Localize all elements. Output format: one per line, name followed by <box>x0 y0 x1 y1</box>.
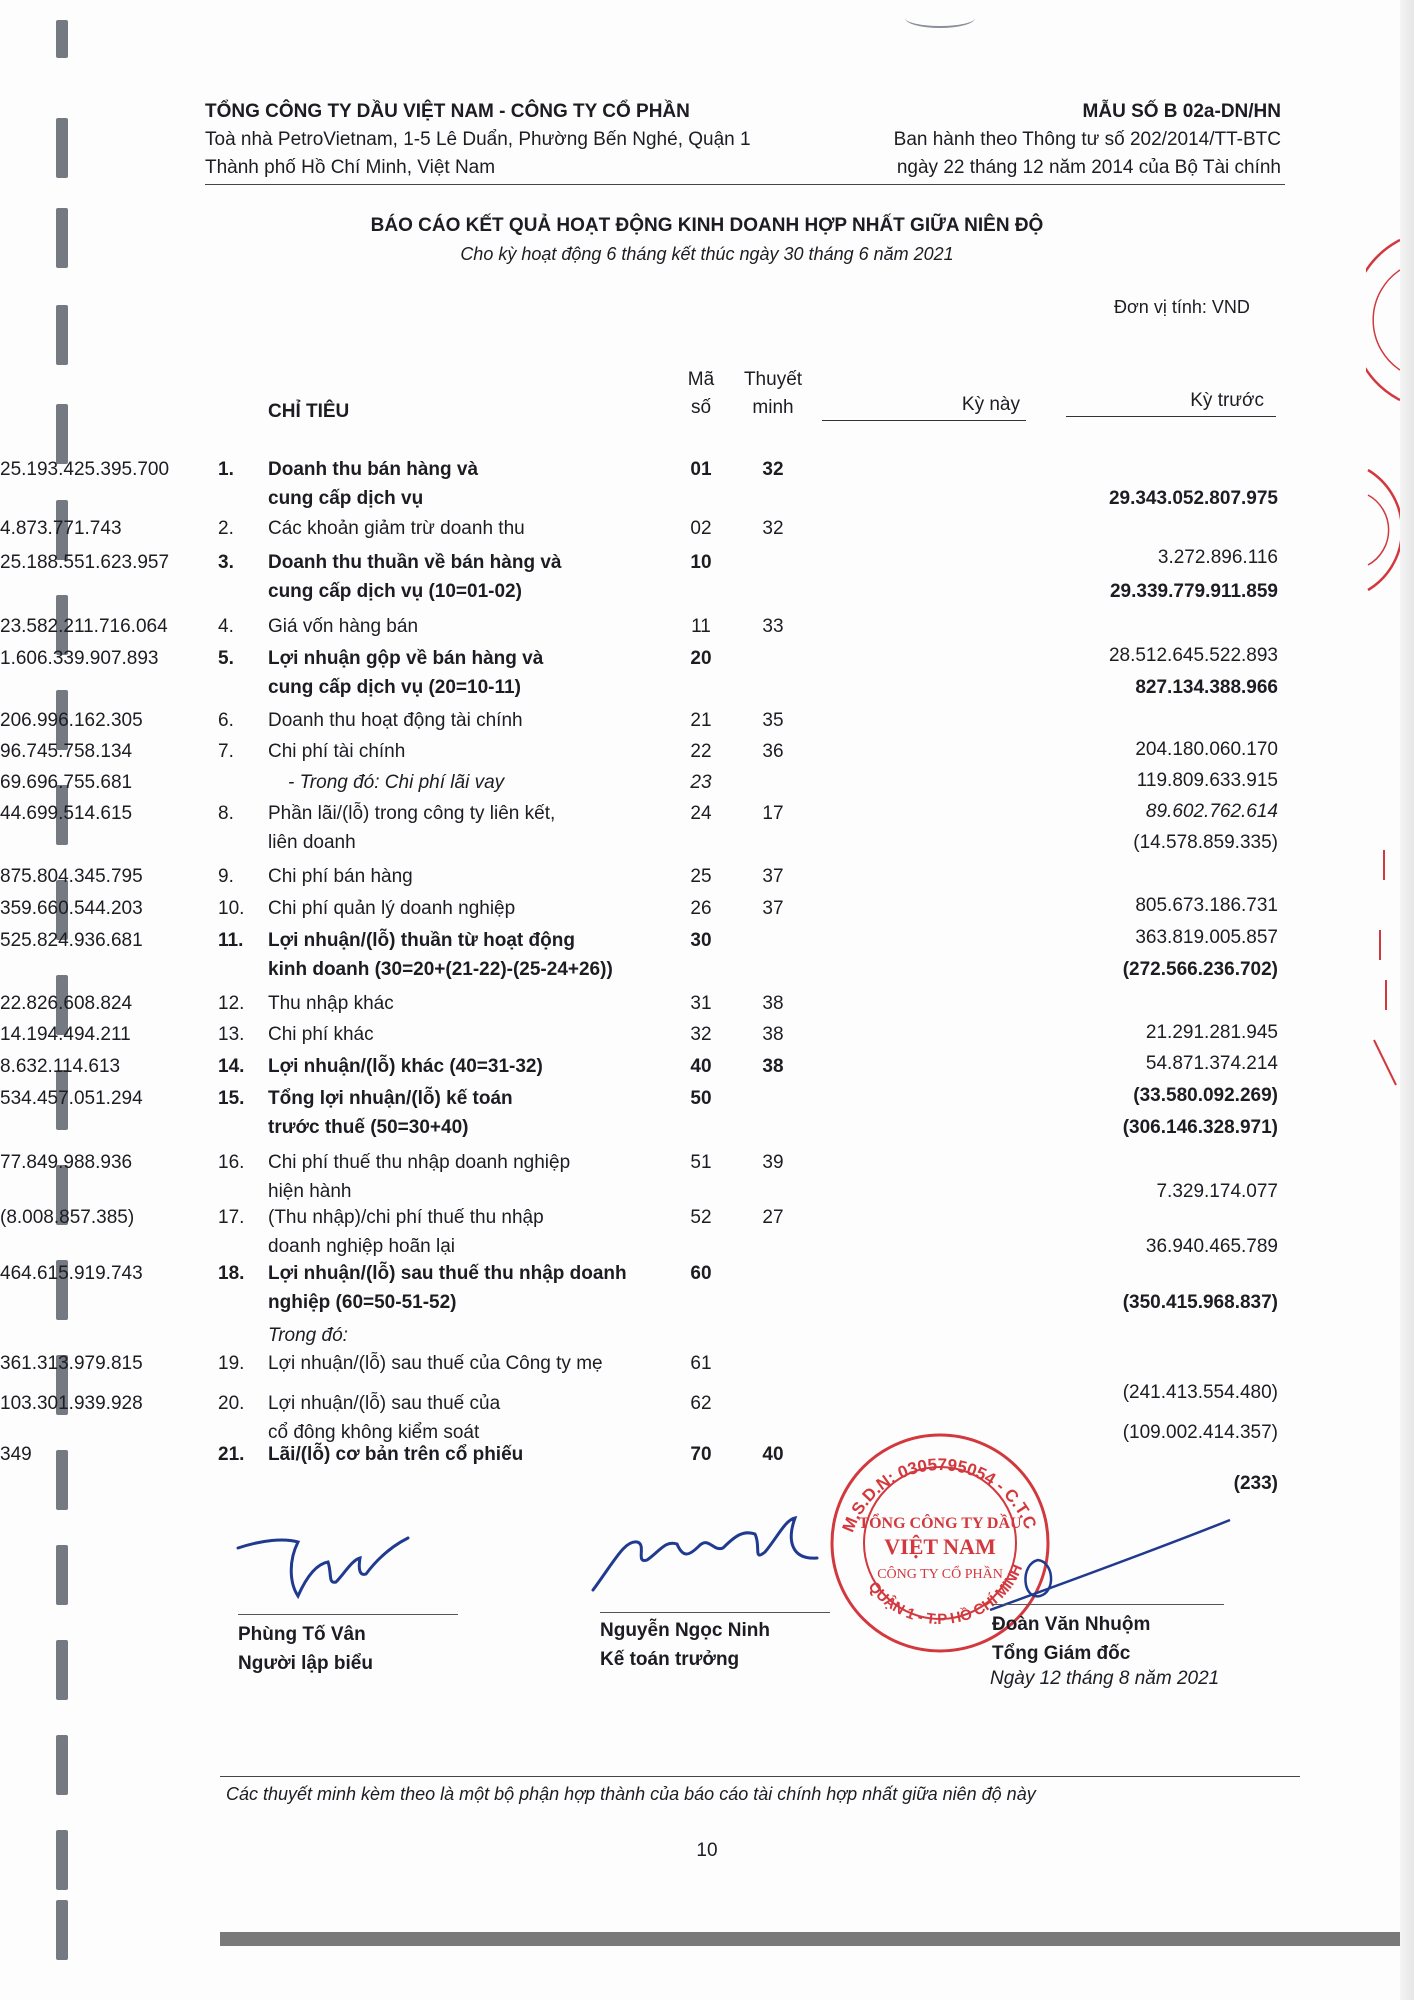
table-row <box>0 1203 1414 1257</box>
row-current-value: 25.193.425.395.700 <box>0 459 170 480</box>
row-number: 17. <box>218 1207 245 1228</box>
company-address-1: Toà nhà PetroVietnam, 1-5 Lê Duẩn, Phường Bến Nghé, Quận 1 <box>205 129 751 150</box>
row-code: 25 <box>690 866 712 887</box>
row-previous-value: 7.329.174.077 <box>1156 1181 1278 1202</box>
row-number: 6. <box>218 710 234 731</box>
accountant-title: Kế toán trưởng <box>600 1649 740 1670</box>
edge-seal-bottom <box>1366 840 1400 1090</box>
company-block <box>205 98 751 182</box>
row-previous-value: (33.580.092.269) <box>1133 1085 1278 1106</box>
row-previous-value: 204.180.060.170 <box>1135 739 1278 760</box>
preparer-signature <box>232 1518 432 1608</box>
row-current-value: 8.632.114.613 <box>0 1056 121 1077</box>
header-note-2: minh <box>752 397 794 418</box>
stamp-line-2: VIỆT NAM <box>884 1534 996 1559</box>
row-item-line-2: kinh doanh (30=20+(21-22)-(25-24+26)) <box>268 959 613 980</box>
row-current-value: 4.873.771.743 <box>0 518 122 539</box>
header-previous: Kỳ trước <box>1190 390 1264 411</box>
row-code: 02 <box>690 518 712 539</box>
accountant-sign-line <box>600 1612 830 1613</box>
row-code: 22 <box>690 741 712 762</box>
row-item-label <box>268 548 668 606</box>
report-subtitle: Cho kỳ hoạt động 6 tháng kết thúc ngày 30 tháng 6 năm 2021 <box>460 244 954 264</box>
row-item-label <box>268 1349 668 1378</box>
row-number: 20. <box>218 1393 245 1414</box>
row-number: 8. <box>218 803 234 824</box>
binding-hole <box>56 305 68 365</box>
row-number: 19. <box>218 1353 245 1374</box>
row-number: 13. <box>218 1024 245 1045</box>
row-previous-value: 3.272.896.116 <box>1157 547 1278 568</box>
row-code: 30 <box>690 930 712 951</box>
header-code-2: số <box>690 397 712 418</box>
binding-hole <box>56 1735 68 1795</box>
page-number: 10 <box>696 1840 718 1861</box>
row-item-label <box>268 768 668 797</box>
row-current-value: 1.606.339.907.893 <box>0 648 159 669</box>
row-code: 52 <box>690 1207 712 1228</box>
director-sign-line <box>992 1604 1224 1605</box>
row-number: 10. <box>218 898 245 919</box>
row-number: 16. <box>218 1152 245 1173</box>
row-number: 7. <box>218 741 234 762</box>
row-previous-value: 805.673.186.731 <box>1135 895 1278 916</box>
row-item-line-1: Lợi nhuận/(lỗ) khác (40=31-32) <box>268 1056 543 1077</box>
binding-hole <box>56 1640 68 1700</box>
row-item-line-1: Phần lãi/(lỗ) trong công ty liên kết, <box>268 803 556 824</box>
table-row <box>0 926 1414 980</box>
scan-mark <box>905 8 975 28</box>
row-code: 60 <box>690 1263 712 1284</box>
row-item-line-1: Chi phí thuế thu nhập doanh nghiệp <box>268 1152 571 1173</box>
row-item-line-1: Lợi nhuận gộp về bán hàng và <box>268 648 544 669</box>
row-item-label <box>268 514 668 543</box>
row-item-line-1: Doanh thu hoạt động tài chính <box>268 710 523 731</box>
row-item-label <box>268 1203 668 1261</box>
row-item-line-1: (Thu nhập)/chi phí thuế thu nhập <box>268 1207 544 1228</box>
row-previous-value: (109.002.414.357) <box>1122 1422 1278 1443</box>
table-row <box>0 455 1414 509</box>
header-current: Kỳ này <box>961 394 1020 415</box>
row-item-label <box>268 799 668 857</box>
row-item-label <box>268 1259 668 1317</box>
row-note: 40 <box>762 1444 784 1465</box>
scan-bottom-bar <box>220 1932 1400 1946</box>
stamp-tax-code: M.S.D.N: 0305795054 - C.T.C <box>838 1454 1041 1535</box>
row-item-line-2: liên doanh <box>268 832 356 853</box>
row-note: 38 <box>762 1024 784 1045</box>
row-item-label <box>268 1020 668 1049</box>
table-row <box>0 1259 1414 1313</box>
row-item-line-1: Tổng lợi nhuận/(lỗ) kế toán <box>268 1088 513 1109</box>
row-note: 37 <box>762 866 784 887</box>
table-row <box>0 1349 1414 1403</box>
header-current-rule <box>822 420 1026 421</box>
row-note: 17 <box>762 803 784 824</box>
row-number: 2. <box>218 518 234 539</box>
binding-hole <box>56 1900 68 1960</box>
row-previous-value: (241.413.554.480) <box>1122 1382 1278 1403</box>
row-item-label <box>268 989 668 1018</box>
table-row <box>0 1389 1414 1443</box>
binding-hole <box>56 118 68 178</box>
row-item-line-1: Trong đó: <box>268 1325 348 1346</box>
row-number: 14. <box>218 1056 245 1077</box>
company-address-2: Thành phố Hồ Chí Minh, Việt Nam <box>205 157 496 178</box>
row-item-line-1: Lợi nhuận/(lỗ) sau thuế của Công ty mẹ <box>268 1353 603 1374</box>
table-row <box>0 799 1414 853</box>
row-previous-value: (350.415.968.837) <box>1122 1292 1278 1313</box>
company-name: TỔNG CÔNG TY DẦU VIỆT NAM - CÔNG TY CỔ PHẦN <box>205 101 690 122</box>
accountant-name: Nguyễn Ngọc Ninh <box>600 1620 770 1641</box>
stamp-line-1: TỔNG CÔNG TY DẦU <box>858 1515 1022 1532</box>
row-note: 39 <box>762 1152 784 1173</box>
row-previous-value: 54.871.374.214 <box>1145 1053 1278 1074</box>
row-code: 51 <box>690 1152 712 1173</box>
header-item: CHỈ TIÊU <box>268 401 350 422</box>
director-name: Đoàn Văn Nhuộm <box>992 1614 1151 1635</box>
row-note: 38 <box>762 1056 784 1077</box>
row-note: 32 <box>762 459 784 480</box>
header-previous-rule <box>1066 416 1276 417</box>
row-code: 21 <box>690 710 712 731</box>
preparer-sign-line <box>238 1614 458 1615</box>
row-current-value: 349 <box>0 1444 32 1465</box>
row-code: 20 <box>690 648 712 669</box>
row-current-value: 534.457.051.294 <box>0 1088 143 1109</box>
row-current-value: 14.194.494.211 <box>0 1024 131 1045</box>
row-code: 26 <box>690 898 712 919</box>
row-item-line-1: Doanh thu thuần về bán hàng và <box>268 552 562 573</box>
row-item-line-1: Thu nhập khác <box>268 993 394 1014</box>
row-previous-value: 29.343.052.807.975 <box>1108 488 1278 509</box>
row-number: 18. <box>218 1263 245 1284</box>
row-item-line-1: - Trong đó: Chi phí lãi vay <box>288 772 505 793</box>
row-number: 5. <box>218 648 234 669</box>
row-code: 23 <box>690 772 712 793</box>
row-current-value: 361.313.979.815 <box>0 1353 143 1374</box>
row-code: 24 <box>690 803 712 824</box>
row-item-line-1: Chi phí bán hàng <box>268 866 413 887</box>
row-previous-value: (272.566.236.702) <box>1122 959 1278 980</box>
header-code-1: Mã <box>687 369 715 390</box>
row-current-value: 44.699.514.615 <box>0 803 133 824</box>
row-item-line-1: Các khoản giảm trừ doanh thu <box>268 518 525 539</box>
accountant-signature <box>585 1500 825 1600</box>
director-title: Tổng Giám đốc <box>992 1643 1131 1664</box>
row-item-label <box>268 926 668 984</box>
row-item-line-2: cung cấp dịch vụ (10=01-02) <box>268 581 522 602</box>
table-row <box>0 548 1414 602</box>
row-previous-value: 28.512.645.522.893 <box>1108 645 1278 666</box>
table-row <box>0 1148 1414 1202</box>
report-title: BÁO CÁO KẾT QUẢ HOẠT ĐỘNG KINH DOANH HỢP NHẤT GIỮA NIÊN ĐỘ <box>370 215 1044 236</box>
row-previous-value: 119.809.633.915 <box>1136 770 1278 791</box>
row-current-value: 103.301.939.928 <box>0 1393 143 1414</box>
row-current-value: 359.660.544.203 <box>0 898 143 919</box>
row-previous-value: (306.146.328.971) <box>1122 1117 1278 1138</box>
row-code: 70 <box>690 1444 712 1465</box>
row-current-value: 96.745.758.134 <box>0 741 133 762</box>
row-number: 15. <box>218 1088 245 1109</box>
row-item-line-1: Chi phí quản lý doanh nghiệp <box>268 898 516 919</box>
row-item-label <box>268 1440 668 1469</box>
stamp-line-3: CÔNG TY CỔ PHẦN <box>877 1567 1003 1582</box>
row-previous-value: 21.291.281.945 <box>1145 1022 1278 1043</box>
row-item-line-1: Lợi nhuận/(lỗ) thuần từ hoạt động <box>268 930 575 951</box>
footer-rule <box>220 1776 1300 1777</box>
row-item-line-2: cổ đông không kiểm soát <box>268 1422 480 1443</box>
row-code: 11 <box>691 616 711 637</box>
row-number: 3. <box>218 552 234 573</box>
form-block <box>894 98 1281 182</box>
row-current-value: 69.696.755.681 <box>0 772 133 793</box>
currency-unit: Đơn vị tính: VND <box>1114 297 1250 317</box>
row-note: 37 <box>762 898 784 919</box>
row-previous-value: (14.578.859.335) <box>1133 832 1278 853</box>
row-item-label <box>268 737 668 766</box>
row-number: 21. <box>218 1444 245 1465</box>
row-item-line-1: Chi phí tài chính <box>268 741 406 762</box>
row-item-line-1: Lợi nhuận/(lỗ) sau thuế thu nhập doanh <box>268 1263 627 1284</box>
form-date: ngày 22 tháng 12 năm 2014 của Bộ Tài chính <box>896 157 1281 178</box>
row-number: 1. <box>218 459 234 480</box>
row-code: 10 <box>690 552 712 573</box>
row-current-value: 25.188.551.623.957 <box>0 552 170 573</box>
row-current-value: 464.615.919.743 <box>0 1263 143 1284</box>
binding-hole <box>56 20 68 58</box>
row-item-label <box>268 1389 668 1447</box>
table-row <box>0 644 1414 698</box>
row-item-line-2: hiện hành <box>268 1181 352 1202</box>
row-item-label <box>268 706 668 735</box>
row-note: 35 <box>762 710 784 731</box>
row-code: 40 <box>690 1056 712 1077</box>
row-code: 32 <box>690 1024 712 1045</box>
header-rule <box>205 184 1285 185</box>
row-note: 38 <box>762 993 784 1014</box>
row-note: 27 <box>762 1207 784 1228</box>
row-note: 36 <box>762 741 784 762</box>
row-item-line-2: cung cấp dịch vụ (20=10-11) <box>268 677 521 698</box>
row-item-label <box>268 644 668 702</box>
row-previous-value: 827.134.388.966 <box>1135 677 1278 698</box>
table-row <box>0 1440 1414 1494</box>
row-current-value: 206.996.162.305 <box>0 710 143 731</box>
row-previous-value: 36.940.465.789 <box>1145 1236 1278 1257</box>
header-note-1: Thuyết <box>743 369 803 390</box>
row-previous-value: 89.602.762.614 <box>1145 801 1278 822</box>
edge-seal-top <box>1366 230 1400 410</box>
row-code: 01 <box>690 459 712 480</box>
preparer-name: Phùng Tố Vân <box>238 1624 366 1645</box>
row-code: 31 <box>690 993 712 1014</box>
row-current-value: 23.582.211.716.064 <box>0 616 168 637</box>
row-number: 12. <box>218 993 245 1014</box>
row-item-line-2: trước thuế (50=30+40) <box>268 1117 469 1138</box>
row-code: 61 <box>690 1353 712 1374</box>
row-item-label <box>268 455 668 513</box>
row-previous-value: (233) <box>1233 1473 1278 1494</box>
form-issued: Ban hành theo Thông tư số 202/2014/TT-BTC <box>893 129 1281 150</box>
row-item-label <box>268 1148 668 1206</box>
row-previous-value: 363.819.005.857 <box>1135 927 1278 948</box>
row-item-label <box>268 1084 668 1142</box>
row-note: 33 <box>762 616 784 637</box>
binding-hole <box>56 1545 68 1605</box>
row-item-line-1: Chi phí khác <box>268 1024 374 1045</box>
row-current-value: 77.849.988.936 <box>0 1152 133 1173</box>
row-item-line-2: nghiệp (60=50-51-52) <box>268 1292 457 1313</box>
table-row <box>0 1084 1414 1138</box>
row-number: 11. <box>218 930 244 951</box>
row-item-line-1: Lợi nhuận/(lỗ) sau thuế của <box>268 1393 501 1414</box>
row-item-line-2: cung cấp dịch vụ <box>268 488 424 509</box>
row-item-line-2: doanh nghiệp hoãn lại <box>268 1236 456 1257</box>
row-code: 50 <box>690 1088 712 1109</box>
row-item-label <box>268 894 668 923</box>
stamp-location: QUẬN 1 - T.P HỒ CHÍ MINH <box>864 1561 1027 1629</box>
row-item-label <box>268 862 668 891</box>
row-note: 32 <box>762 518 784 539</box>
row-current-value: 525.824.936.681 <box>0 930 143 951</box>
row-number: 4. <box>218 616 234 637</box>
preparer-title: Người lập biểu <box>238 1653 373 1674</box>
form-number: MẪU SỐ B 02a-DN/HN <box>1082 101 1281 122</box>
row-previous-value: 29.339.779.911.859 <box>1109 581 1278 602</box>
row-code: 62 <box>690 1393 712 1414</box>
row-number: 9. <box>218 866 234 887</box>
row-current-value: 875.804.345.795 <box>0 866 143 887</box>
row-item-line-1: Giá vốn hàng bán <box>268 616 419 637</box>
row-item-line-1: Lãi/(lỗ) cơ bản trên cổ phiếu <box>268 1444 524 1465</box>
signature-date: Ngày 12 tháng 8 năm 2021 <box>990 1668 1220 1689</box>
row-current-value: (8.008.857.385) <box>0 1207 135 1228</box>
edge-seal-middle <box>1366 465 1400 595</box>
row-item-label <box>268 612 668 641</box>
footer-note: Các thuyết minh kèm theo là một bộ phận hợp thành của báo cáo tài chính hợp nhất giữa niên độ này <box>226 1784 1036 1804</box>
row-current-value: 22.826.608.824 <box>0 993 133 1014</box>
row-item-label <box>268 1321 668 1350</box>
row-item-label <box>268 1052 668 1081</box>
row-item-line-1: Doanh thu bán hàng và <box>268 459 479 480</box>
